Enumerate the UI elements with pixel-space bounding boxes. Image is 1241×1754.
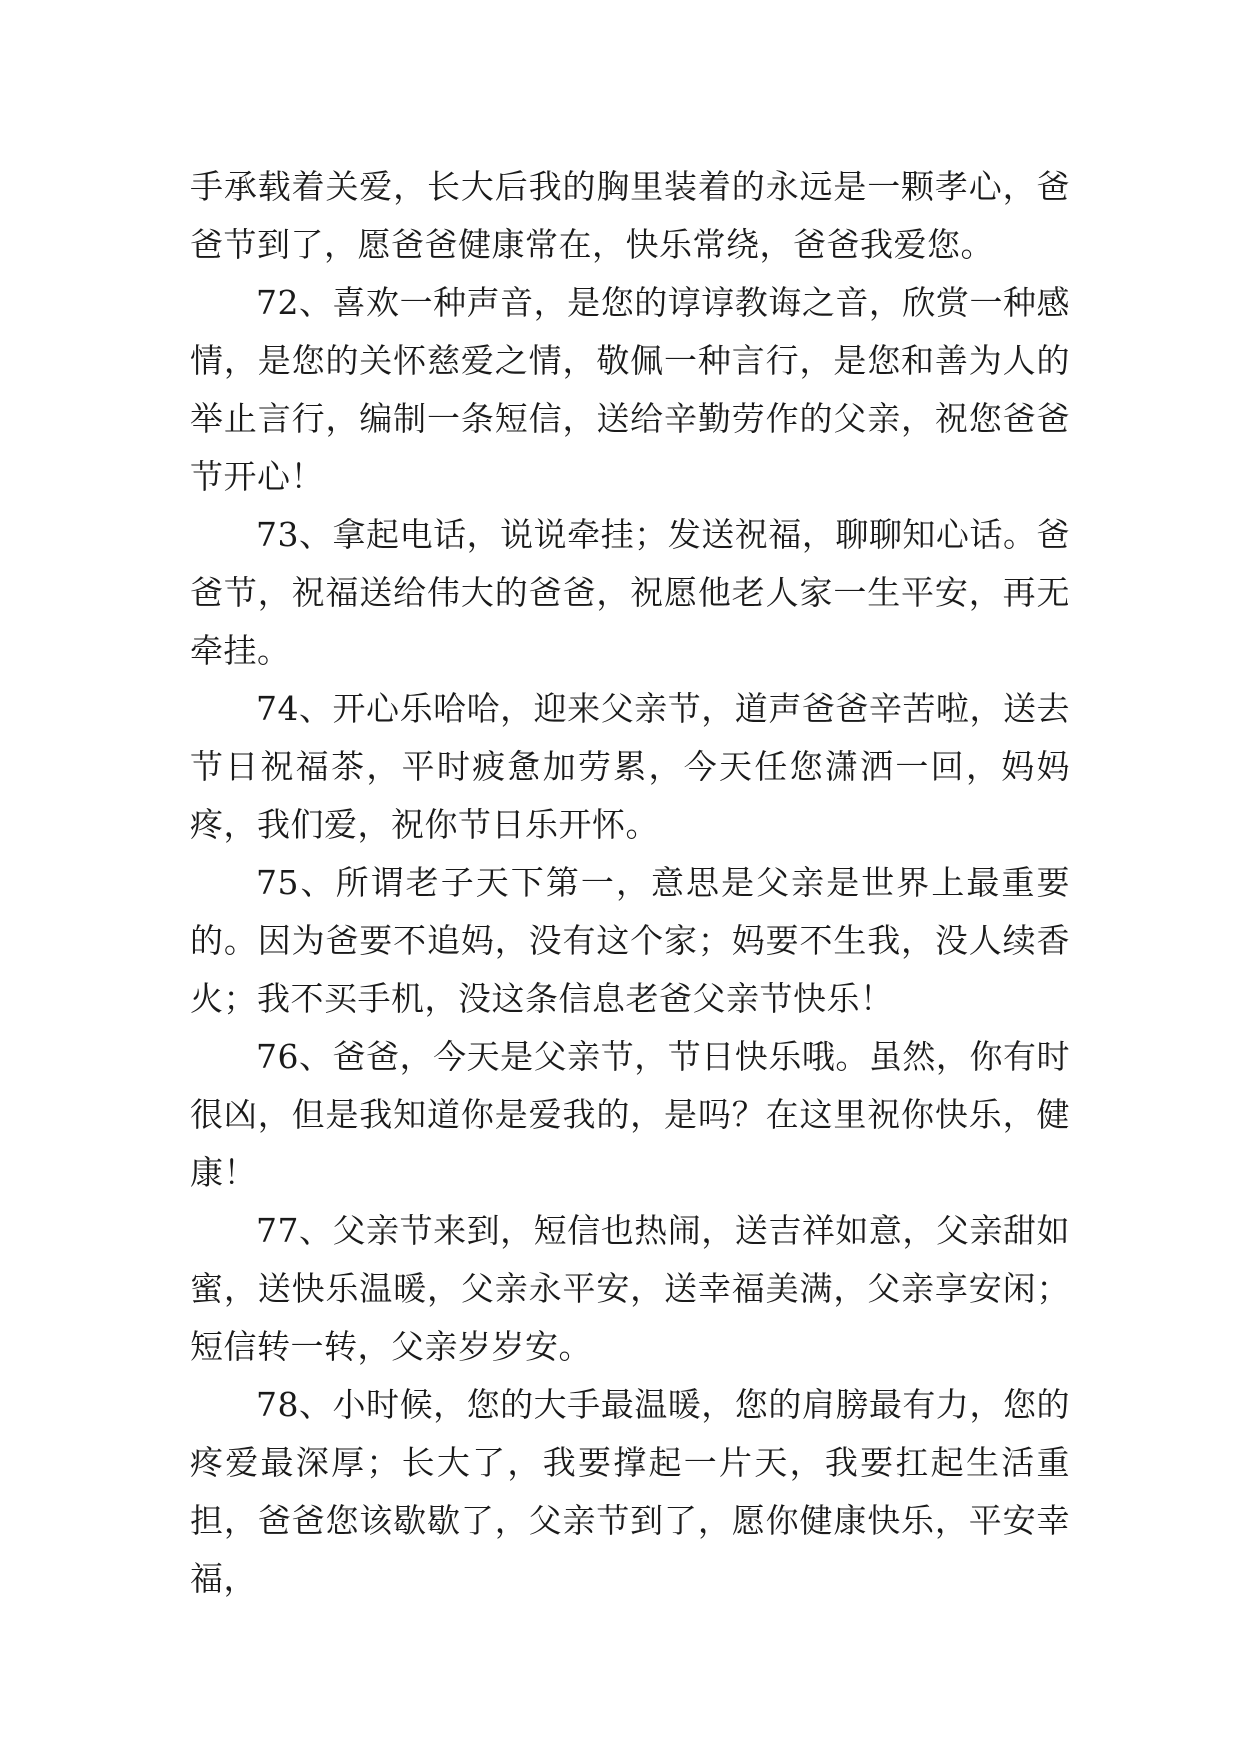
paragraph-72: 72、喜欢一种声音，是您的谆谆教诲之音，欣赏一种感情，是您的关怀慈爱之情，敬佩一种言行，是您和善为人的举止言行，编制一条短信，送给辛勤劳作的父亲，祝您爸爸节开心！ [190,283,1070,496]
paragraph-continued: 手承载着关爱，长大后我的胸里装着的永远是一颗孝心，爸爸节到了，愿爸爸健康常在，快乐常绕，爸爸我爱您。 [190,167,1070,264]
paragraph-76: 76、爸爸，今天是父亲节，节日快乐哦。虽然，你有时很凶，但是我知道你是爱我的，是吗？在这里祝你快乐，健康！ [190,1037,1070,1192]
paragraph-74: 74、开心乐哈哈，迎来父亲节，道声爸爸辛苦啦，送去节日祝福茶，平时疲惫加劳累，今天任您潇洒一回，妈妈疼，我们爱，祝你节日乐开怀。 [190,689,1070,844]
paragraph-73: 73、拿起电话，说说牵挂；发送祝福，聊聊知心话。爸爸节，祝福送给伟大的爸爸，祝愿他老人家一生平安，再无牵挂。 [190,515,1070,670]
paragraph-75: 75、所谓老子天下第一，意思是父亲是世界上最重要的。因为爸要不追妈，没有这个家；妈要不生我，没人续香火；我不买手机，没这条信息老爸父亲节快乐！ [190,863,1070,1018]
paragraph-77: 77、父亲节来到，短信也热闹，送吉祥如意，父亲甜如蜜，送快乐温暖，父亲永平安，送幸福美满，父亲享安闲；短信转一转，父亲岁岁安。 [190,1211,1070,1366]
paragraph-78: 78、小时候，您的大手最温暖，您的肩膀最有力，您的疼爱最深厚；长大了，我要撑起一片天，我要扛起生活重担，爸爸您该歇歇了，父亲节到了，愿你健康快乐，平安幸福， [190,1385,1070,1598]
document-body [190,158,1070,1608]
